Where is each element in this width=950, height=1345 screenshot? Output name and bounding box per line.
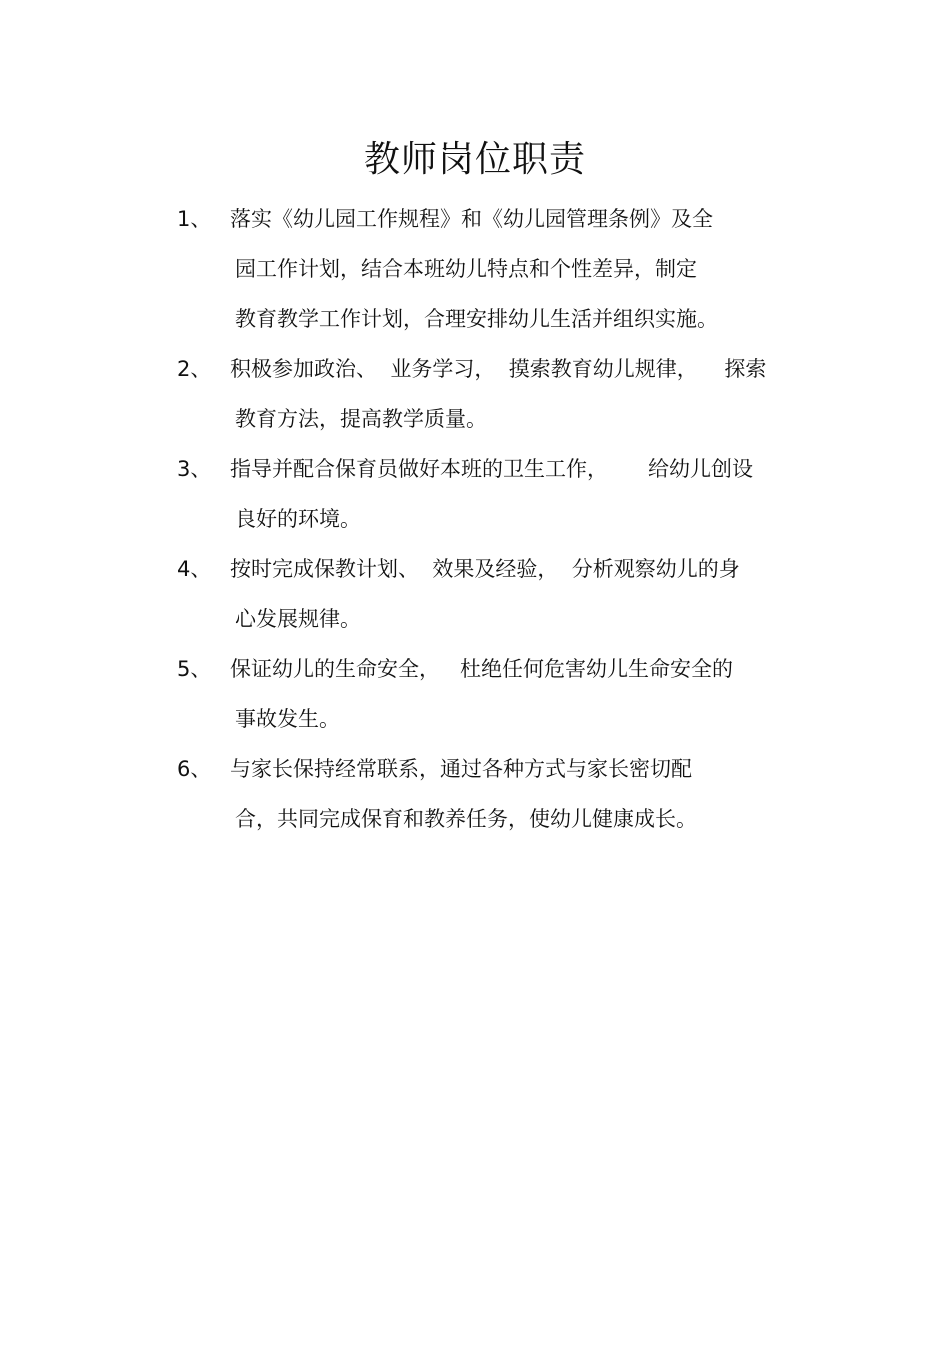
item-line: 良好的环境。	[235, 507, 361, 531]
item-line: 教育教学工作计划，合理安排幼儿生活并组织实施。	[235, 307, 718, 331]
document-title: 教师岗位职责	[363, 139, 586, 180]
item-line: 保证幼儿的生命安全， 杜绝任何危害幼儿生命安全的	[230, 657, 734, 681]
item-number: 1、	[177, 207, 212, 231]
item-number: 5、	[177, 657, 212, 681]
item-line: 指导并配合保育员做好本班的卫生工作， 给幼儿创设	[230, 457, 754, 481]
item-line: 与家长保持经常联系，通过各种方式与家长密切配	[230, 757, 692, 781]
item-line: 园工作计划，结合本班幼儿特点和个性差异，制定	[235, 257, 697, 281]
item-line: 合，共同完成保育和教养任务，使幼儿健康成长。	[235, 807, 697, 831]
item-number: 3、	[177, 457, 212, 481]
item-line: 按时完成保教计划、 效果及经验， 分析观察幼儿的身	[230, 557, 740, 581]
item-line: 教育方法，提高教学质量。	[235, 407, 487, 431]
item-number: 4、	[177, 557, 212, 581]
item-line: 事故发生。	[235, 707, 340, 731]
item-line: 落实《幼儿园工作规程》和《幼儿园管理条例》及全	[230, 207, 713, 231]
item-line: 心发展规律。	[235, 607, 361, 631]
item-number: 2、	[177, 357, 212, 381]
item-number: 6、	[177, 757, 212, 781]
item-line: 积极参加政治、 业务学习， 摸索教育幼儿规律， 探索	[230, 357, 767, 381]
